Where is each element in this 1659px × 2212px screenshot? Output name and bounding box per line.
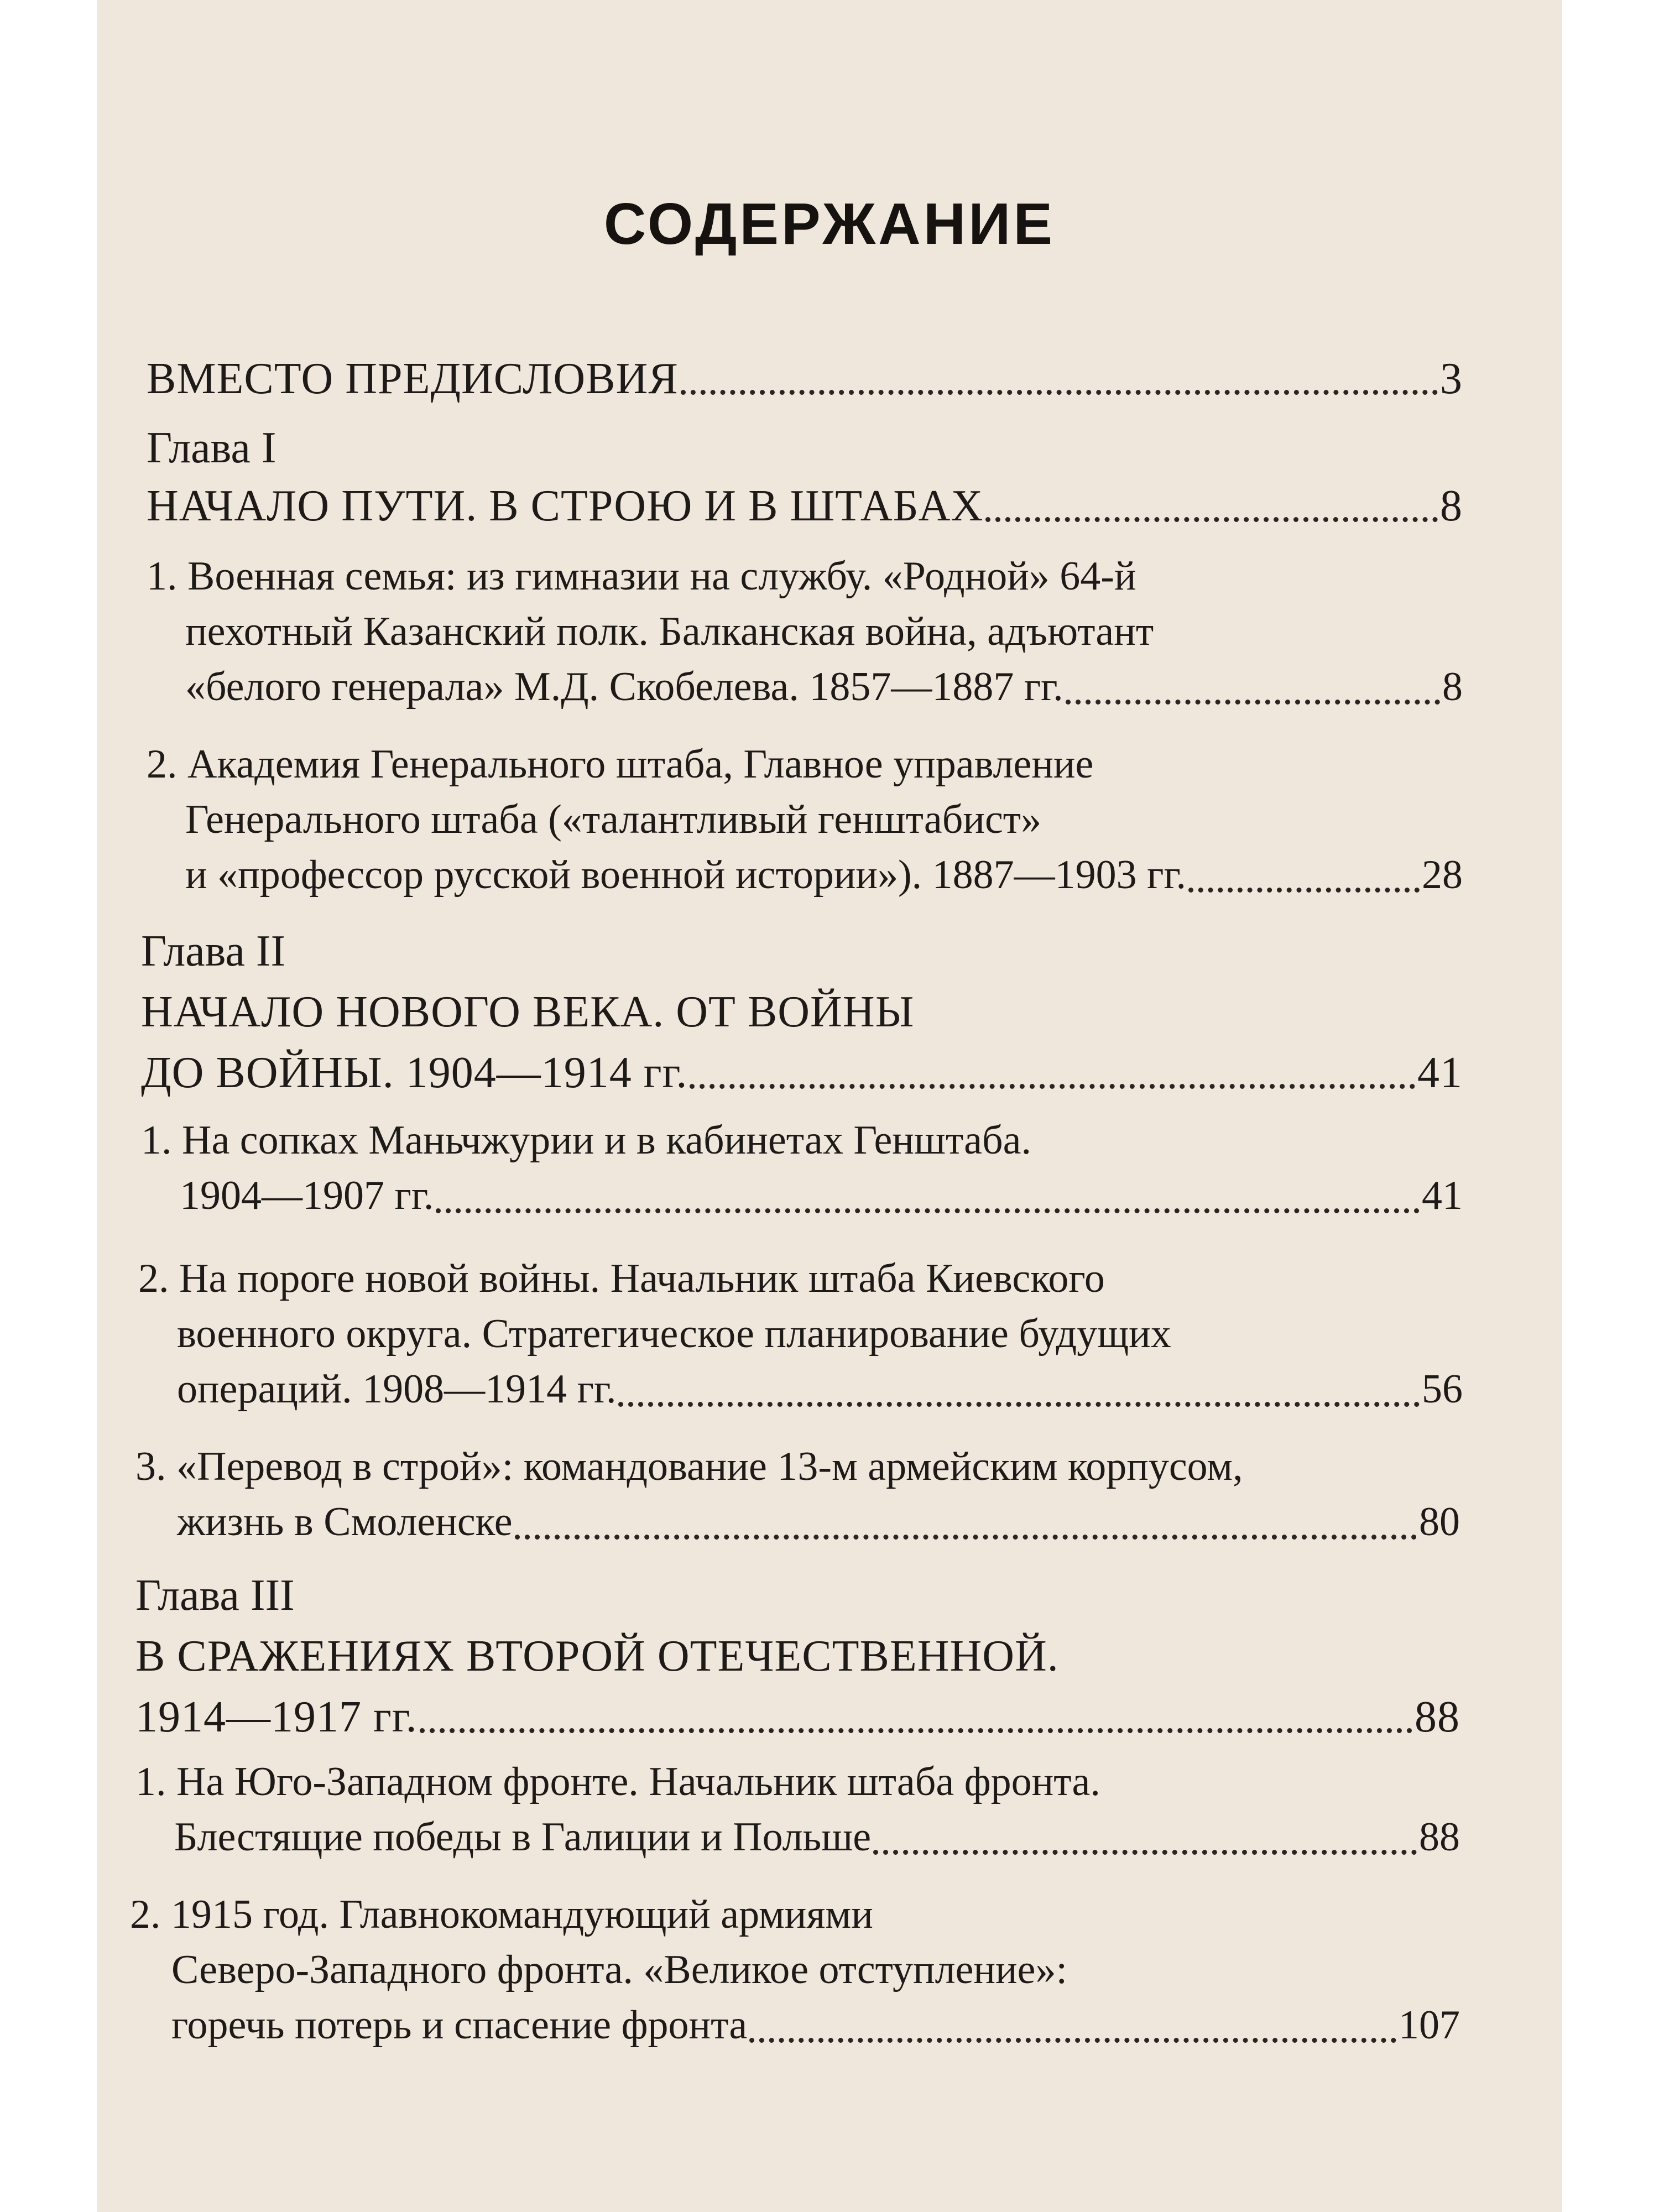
toc-entry: 3. «Перевод в строй»: командование 13-м армейским корпусом,: [135, 1444, 1243, 1489]
toc-entry: В СРАЖЕНИЯХ ВТОРОЙ ОТЕЧЕСТВЕННОЙ.: [135, 1632, 1059, 1681]
toc-entry-continued: 1914—1917 гг. 88: [135, 1693, 1460, 1741]
toc-entry-continued: операций. 1908—1914 гг. 56: [177, 1366, 1463, 1412]
toc-entry: 1. На Юго-Западном фронте. Начальник штаба фронта.: [135, 1759, 1100, 1804]
page-title: СОДЕРЖАНИЕ: [603, 191, 1056, 257]
chapter-label: Глава II: [141, 927, 286, 975]
toc-entry: 2. На пороге новой войны. Начальник штаба Киевского: [138, 1256, 1105, 1301]
table-of-contents: [97, 0, 1562, 2212]
toc-entry-continued: Северо-Западного фронта. «Великое отступление»:: [171, 1947, 1068, 1992]
toc-entry: НАЧАЛО ПУТИ. В СТРОЮ И В ШТАБАХ 8: [147, 482, 1463, 530]
book-page: [97, 0, 1562, 2212]
toc-entry-continued: и «профессор русской военной истории»). 1887—1903 гг. 28: [185, 852, 1463, 898]
toc-entry-continued: жизнь в Смоленске 80: [177, 1499, 1460, 1545]
toc-entry: 2. Академия Генерального штаба, Главное управление: [147, 742, 1094, 787]
toc-entry-continued: военного округа. Стратегическое планирование будущих: [177, 1311, 1171, 1357]
toc-entry: 2. 1915 год. Главнокомандующий армиями: [130, 1892, 873, 1937]
toc-entry: НАЧАЛО НОВОГО ВЕКА. ОТ ВОЙНЫ: [141, 988, 915, 1036]
chapter-label: Глава I: [147, 424, 276, 472]
toc-entry-continued: «белого генерала» М.Д. Скобелева. 1857—1887 гг. 8: [185, 664, 1463, 709]
toc-entry-continued: Генерального штаба («талантливый генштабист»: [185, 797, 1042, 842]
toc-entry-continued: Блестящие победы в Галиции и Польше 88: [174, 1814, 1460, 1860]
toc-entry-continued: 1904—1907 гг. 41: [180, 1173, 1463, 1218]
toc-entry-continued: ДО ВОЙНЫ. 1904—1914 гг. 41: [141, 1048, 1463, 1097]
toc-entry: 1. На сопках Маньчжурии и в кабинетах Генштаба.: [141, 1118, 1031, 1163]
toc-entry: ВМЕСТО ПРЕДИСЛОВИЯ 3: [147, 354, 1463, 403]
toc-entry-continued: пехотный Казанский полк. Балканская война, адъютант: [185, 609, 1154, 654]
chapter-label: Глава III: [135, 1571, 295, 1620]
toc-entry-continued: горечь потерь и спасение фронта 107: [171, 2002, 1460, 2048]
toc-entry: 1. Военная семья: из гимназии на службу. «Родной» 64-й: [147, 554, 1136, 599]
